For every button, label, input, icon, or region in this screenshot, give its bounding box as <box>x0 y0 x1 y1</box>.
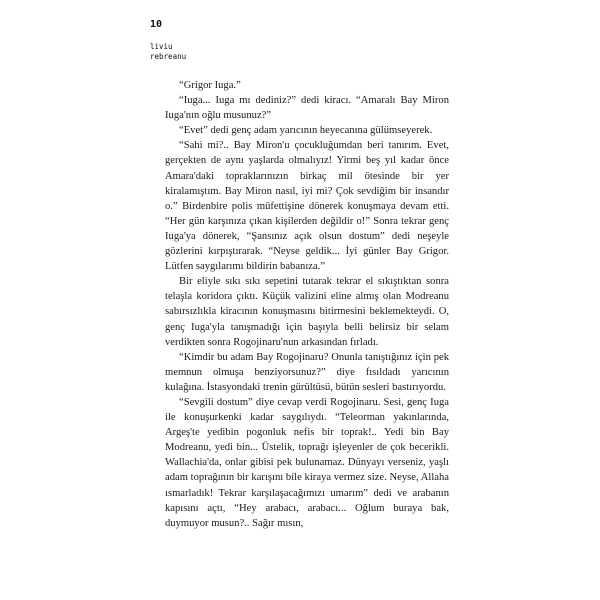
paragraph: “Kimdir bu adam Bay Rogojinaru? Onunla tanıştığınız için pek memnun olmuşa benziyorsunuz?” diye fısıldadı yarıcının kulağına. İstasyondaki trenin gürültüsü, bütün sesleri bastırıyordu. <box>165 351 449 393</box>
running-head-author-first: liviu <box>150 42 173 51</box>
paragraph: Bir eliyle sıkı sıkı sepetini tutarak tekrar el sıkıştıktan sonra telaşla koridora çıktı. Küçük valizini eline almış olan Modreanu sabırsızlıkla kiracının konuşmasını bitirmesini beklemekteydi. O, genç Iuga'yla tanışmadığı için başıyla belli belirsiz bir selam verdikten sonra Rogojinaru'nun arkasından fırladı. <box>165 276 449 348</box>
paragraph: “Grigor Iuga.” <box>179 80 241 91</box>
paragraph: “Iuga... Iuga mı dediniz?” dedi kiracı. “Amaralı Bay Miron Iuga'nın oğlu musunuz?” <box>165 95 449 122</box>
running-head <box>150 42 186 62</box>
paragraph: “Sevgili dostum” diye cevap verdi Rogojinaru. Sesi, genç Iuga ile konuşurkenki kadar saygılıydı. “Teleorman yakınlarında, Argeş'te yedibin pogonluk nefis bir toprak!.. Yedi bin Bay Modreanu, yedi bin... Üstelik, toprağı işleyenler de çok becerikli. Wallachia'da, onlar gibisi pek bulunamaz. Dünyayı verseniz, yaşlı adam toprağının bir karışını bile kiraya vermez size. Neyse, Allaha ısmarladık! Tekrar karşılaşacağımızı umarım” dedi ve arabanın kapısını açtı, “Hey arabacı, arabacı... Oğlum buraya bak, duymuyor musun?.. Sağır mısın, <box>165 396 449 529</box>
page-number: 10 <box>150 19 163 30</box>
paragraph: “Evet” dedi genç adam yarıcının heyecanına gülümseyerek. <box>179 125 433 137</box>
paragraph: “Sahi mi?.. Bay Miron'u çocukluğumdan beri tanırım. Evet, gerçekten de aynı yaşlarda olmalıyız! Yirmi beş yıl kadar önce Amara'daki topraklarınızın birkaç mil ötesinde bir yer kiralamıştım. Bay Miron nasıl, iyi mi? Çok sevdiğim bir insandır o.” Birdenbire polis müfettişine dönerek konuşmaya devam etti. “Her gün karşınıza çıkan kişilerden değildir o!” Sonra tekrar genç Iuga'ya dönerek, “Şansınız açık olsun dostum” dedi neşeyle gözlerini kırpıştırarak. “Neyse geldik... İyi günler Bay Grigor. Lütfen saygılarımı bildirin babanıza.” <box>165 140 449 273</box>
running-head-author-last: rebreanu <box>150 52 187 61</box>
body-text <box>165 78 449 531</box>
